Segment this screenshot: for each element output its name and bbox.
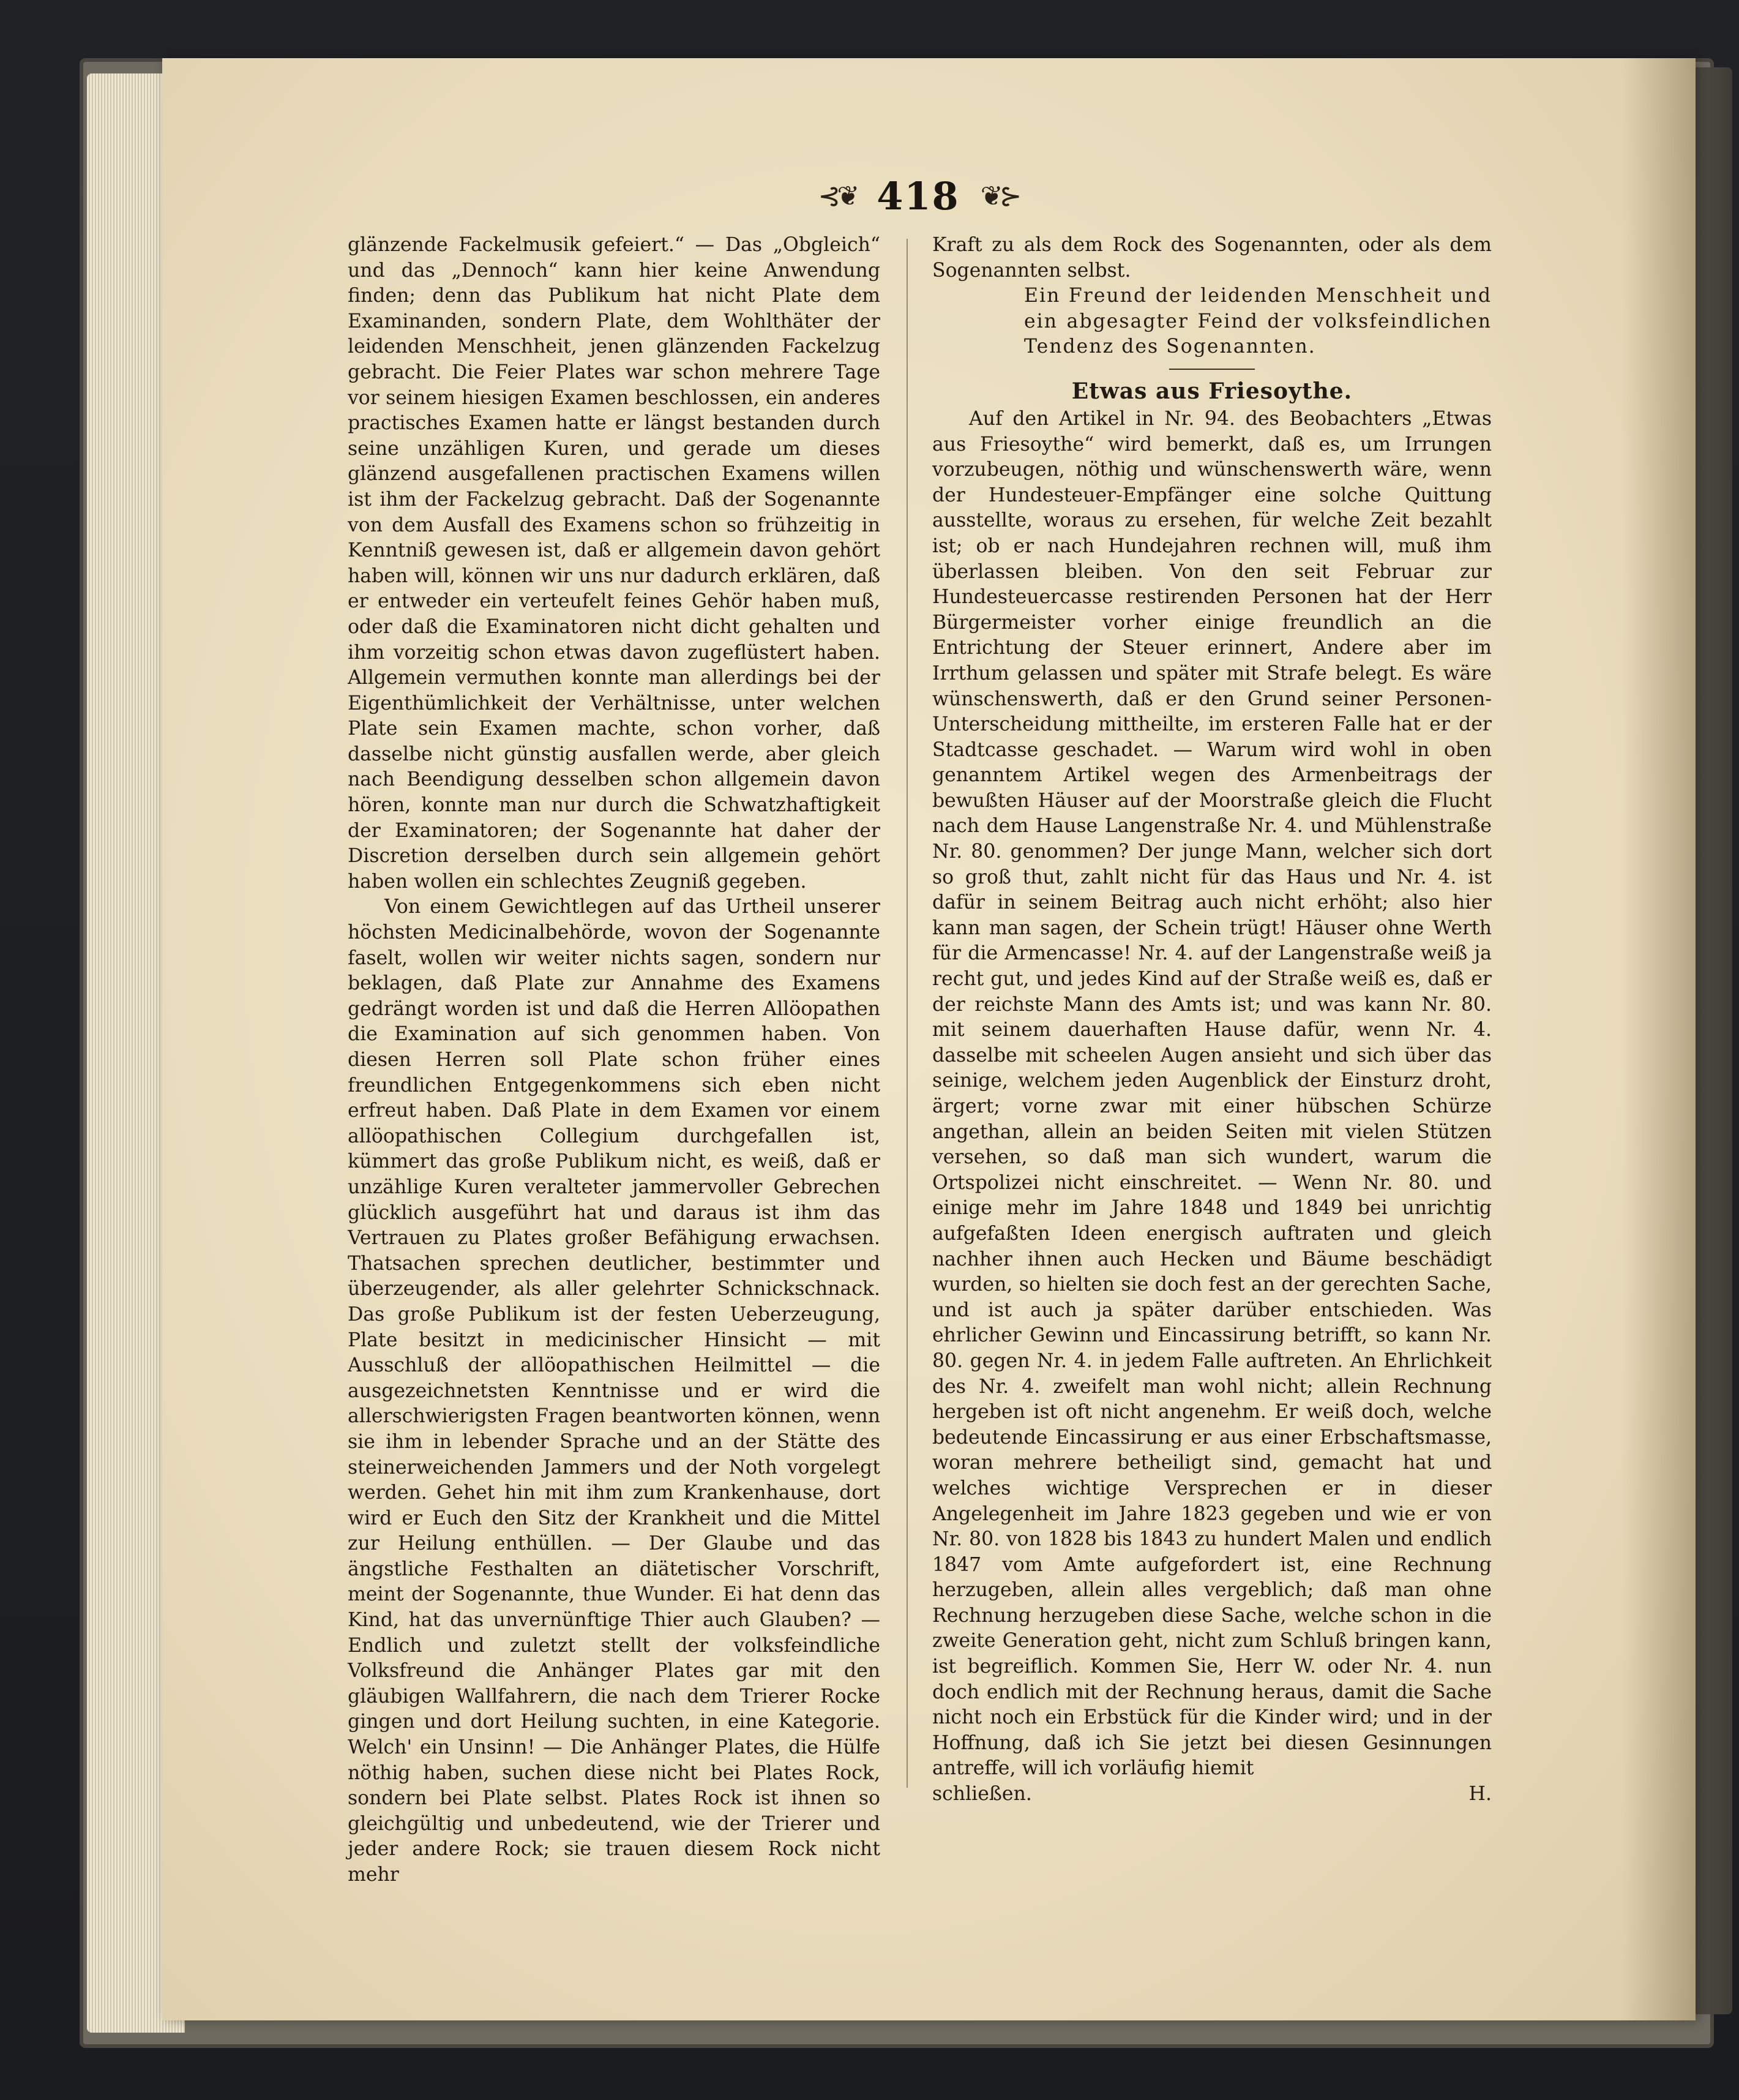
continuation-paragraph: Kraft zu als dem Rock des Sogenannten, oder als dem Sogenannten selbst.: [932, 234, 1492, 282]
closing-words: schließen.: [932, 1783, 1032, 1806]
article-body: Auf den Artikel in Nr. 94. des Beobachters „Etwas aus Friesoythe“ wird bemerkt, daß es, um Irrungen vorzubeugen, nöthig und wünschenswerth wäre, wenn der Hundesteuer-Empfänger eine solche Quittung ausstellte, woraus zu ersehen, für welche Zeit bezahlt ist; ob er nach Hundejahren rechnen will, muß ihm überlassen bleiben. Von den seit Februar zur Hundesteuercasse restirenden Personen hat der Herr Bürgermeister vorher einige freundlich an die Entrichtung der Steuer erinnert, Andere aber im Irrthum gelassen und später mit Strafe belegt. Es wäre wünschenswerth, daß er den Grund seiner Personen-Unterscheidung mittheilte, im ersteren Falle hat er der Stadtcasse geschadet. — Warum wird wohl in oben genanntem Artikel wegen des Armenbeitrags der bewußten Häuser auf der Moorstraße gleich die Flucht nach dem Hause Langenstraße Nr. 4. und Mühlenstraße Nr. 80. genommen? Der junge Mann, welcher sich dort so groß thut, zahlt nicht für das Haus und Nr. 4. ist dafür in seinem Beitrag auch nicht erhöht; also hier kann man sagen, der Schein trügt! Häuser ohne Werth für die Armencasse! Nr. 4. auf der Langenstraße weiß ja recht gut, und jedes Kind auf der Straße weiß es, daß er der reichste Mann des Amts ist; und was kann Nr. 80. mit seinem dauerhaften Hause dafür, wenn Nr. 4. dasselbe mit scheelen Augen ansieht und sich über das seinige, welchem jeden Augenblick der Einsturz droht, ärgert; vorne zwar mit einer hübschen Schürze angethan, allein an beiden Seiten mit vielen Stützen versehen, so daß man sich wundert, warum die Ortspolizei nicht einschreitet. — Wenn Nr. 80. und einige mehr im Jahre 1848 und 1849 bei unrichtig aufgefaßten Ideen energisch auftraten und gleich nachher ihnen auch Hecken und Bäume beschädigt wurden, so hielten sie doch fest an der gerechten Sache, und ist auch ja später darüber entschieden. Was ehrlicher Gewinn und Eincassirung betrifft, so kann Nr. 80. gegen Nr. 4. in jedem Falle auftreten. An Ehrlichkeit des Nr. 4. zweifelt man wohl nicht; allein Rechnung hergeben ist oft nicht angenehm. Er weiß doch, welche bedeutende Eincassirung er aus einer Erbschaftsmasse, woran mehrere betheiligt sind, gemacht hat und welches wichtige Versprechen er in dieser Angelegenheit im Jahre 1823 gegeben und wie er von Nr. 80. von 1828 bis 1843 zu hundert Malen und endlich 1847 vom Amte aufgefordert ist, eine Rechnung herzugeben, allein alles vergeblich; daß man ohne Rechnung herzugeben diese Sache, welche schon in die zweite Generation geht, nicht zum Schluß bringen kann, ist begreiflich. Kommen Sie, Herr W. oder Nr. 4. nun doch endlich mit der Rechnung heraus, damit die Sache nicht noch ein Erbstück für die Kinder wird; und in der Hoffnung, daß ich Sie jetzt bei diesen Gesinnungen antreffe, will ich vorläufig hiemit: [932, 407, 1492, 1780]
author-initial: H.: [1468, 1783, 1492, 1806]
left-column: [348, 233, 880, 1888]
paragraph: Von einem Gewichtlegen auf das Urtheil unserer höchsten Medicinalbehörde, wovon der Sogenannte faselt, wollen wir weiter nichts sagen, sondern nur beklagen, daß Plate zur Annahme des Examens gedrängt worden ist und daß die Herren Allöopathen die Examination auf sich genommen haben. Von diesen Herren soll Plate schon früher eines freundlichen Entgegenkommens sich eben nicht erfreut haben. Daß Plate in dem Examen vor einem allöopathischen Collegium durchgefallen ist, kümmert das große Publikum nicht, es weiß, daß er unzählige Kuren veralteter jammervoller Gebrechen glücklich ausgeführt hat und daraus ist ihm das Vertrauen zu Plates großer Befähigung erwachsen. Thatsachen sprechen deutlicher, bestimmter und überzeugender, als aller gelehrter Schnickschnack. Das große Publikum ist der festen Ueberzeugung, Plate besitzt in medicinischer Hinsicht — mit Ausschluß der allöopathischen Heilmittel — die ausgezeichnetsten Kenntnisse und er wird die allerschwierigsten Fragen beantworten können, wenn sie ihm in lebender Sprache und an der Stätte des steinerweichenden Jammers und der Noth vorgelegt werden. Gehet hin mit ihm zum Krankenhause, dort wird er Euch den Sitz der Krankheit und die Mittel zur Heilung enthüllen. — Der Glaube und das ängstliche Festhalten an diätetischer Vorschrift, meint der Sogenannte, thue Wunder. Ei hat denn das Kind, hat das unvernünftige Thier auch Glauben? — Endlich und zuletzt stellt der volksfeindliche Volksfreund die Anhänger Plates gar mit den gläubigen Wallfahrern, die nach dem Trierer Rocke gingen und dort Heilung suchten, in eine Kategorie. Welch' ein Unsinn! — Die Anhänger Plates, die Hülfe nöthig haben, suchen diese nicht bei Plates Rock, sondern bei Plate selbst. Plates Rock ist ihnen so gleichgültig und unbedeutend, wie der Trierer und jeder andere Rock; sie trauen diesem Rock nicht mehr: [348, 896, 880, 1886]
gutter-shadow: [1622, 58, 1696, 2020]
title-rule: [1169, 369, 1255, 370]
left-ornament-icon: ⊰❦: [818, 180, 856, 212]
right-column: [932, 233, 1492, 1807]
right-ornament-icon: ❦⊱: [980, 180, 1019, 212]
page-header: [771, 171, 1065, 220]
column-divider: [907, 239, 908, 1788]
closing-line: [932, 1782, 1492, 1807]
article-signature: Ein Freund der leidenden Menschheit und ein abgesagter Feind der volksfeindlichen Tendenz des Sogenannten.: [1024, 285, 1492, 358]
article-title: Etwas aus Friesoythe.: [1071, 378, 1353, 404]
paragraph: glänzende Fackelmusik gefeiert.“ — Das „Obgleich“ und das „Dennoch“ kann hier keine Anwendung finden; denn das Publikum hat nicht Plate dem Examinanden, sondern Plate, dem Wohlthäter der leidenden Menschheit, jenen glänzenden Fackelzug gebracht. Die Feier Plates war schon mehrere Tage vor seinem hiesigen Examen beschlossen, ein anderes practisches Examen hatte er längst bestanden durch seine unzähligen Kuren, und gerade um dieses glänzend ausgefallenen practischen Examens willen ist ihm der Fackelzug gebracht. Daß der Sogenannte von dem Ausfall des Examens schon so frühzeitig in Kenntniß gewesen ist, daß er allgemein davon gehört haben will, können wir uns nur dadurch erklären, daß er entweder ein verteufelt feines Gehör haben muß, oder daß die Examinatoren nicht dicht gehalten und ihm vorzeitig schon etwas davon zugeflüstert haben. Allgemein vermuthen konnte man allerdings bei der Eigenthümlichkeit der Verhältnisse, unter welchen Plate sein Examen machte, schon vorher, daß dasselbe nicht günstig ausfallen werde, aber gleich nach Beendigung desselben schon allgemein davon hören, konnte man nur durch die Schwatzhaftigkeit der Examinatoren; der Sogenannte hat daher der Discretion derselben durch sein allgemein gehört haben wollen ein schlechtes Zeugniß gegeben.: [348, 234, 880, 893]
page-number: 418: [877, 173, 960, 219]
